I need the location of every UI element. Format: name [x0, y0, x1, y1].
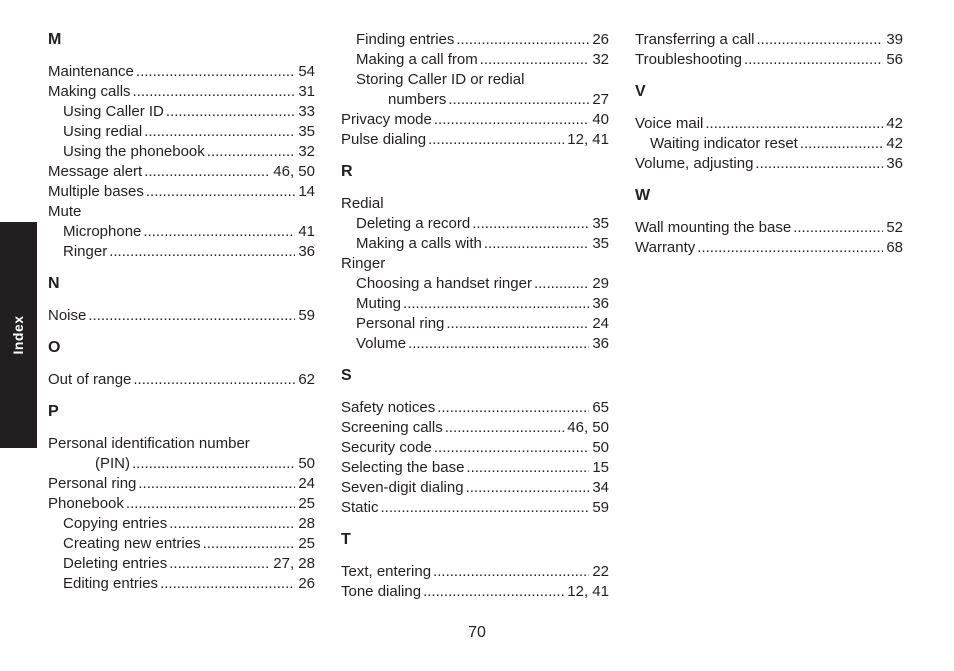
dot-leader: [484, 234, 589, 254]
entry-page: 54: [298, 63, 315, 80]
index-entry-heading: Storing Caller ID or redial: [356, 71, 525, 88]
entry-page: 50: [592, 439, 609, 456]
dot-leader: [433, 562, 589, 582]
entry-page: 42: [886, 115, 903, 132]
dot-leader: [146, 182, 295, 202]
entry-page: 24: [592, 315, 609, 332]
dot-leader: [472, 214, 589, 234]
index-entry: [48, 514, 315, 534]
index-entry: [341, 214, 609, 234]
index-entry: [48, 162, 315, 182]
dot-leader: [423, 582, 564, 602]
entry-page: 31: [298, 83, 315, 100]
entry-page: 46, 50: [567, 419, 609, 436]
dot-leader: [381, 498, 590, 518]
dot-leader: [88, 306, 295, 326]
entry-label: Volume: [356, 335, 407, 352]
dot-leader: [132, 454, 295, 474]
entry-label: Using Caller ID: [63, 103, 164, 120]
entry-page: 59: [298, 307, 315, 324]
dot-leader: [169, 554, 270, 574]
entry-page: 34: [592, 479, 609, 496]
dot-leader: [757, 30, 884, 50]
dot-leader: [437, 398, 589, 418]
section-heading: V: [635, 83, 646, 100]
entry-label: Noise: [48, 307, 87, 324]
entry-page: 25: [298, 495, 315, 512]
entry-label: Text, entering: [341, 563, 432, 580]
dot-leader: [133, 82, 296, 102]
index-entry: [341, 398, 609, 418]
entry-label: Privacy mode: [341, 111, 432, 128]
entry-page: 36: [592, 295, 609, 312]
entry-page: 56: [886, 51, 903, 68]
entry-page: 35: [592, 215, 609, 232]
dot-leader: [434, 110, 589, 130]
section-heading: N: [48, 275, 60, 292]
page-number: 70: [468, 624, 486, 641]
index-entry: [48, 454, 315, 474]
entry-label: Using redial: [63, 123, 143, 140]
dot-leader: [133, 370, 295, 390]
dot-leader: [697, 238, 883, 258]
section-heading: P: [48, 403, 59, 420]
entry-label: Personal ring: [356, 315, 445, 332]
entry-page: 52: [886, 219, 903, 236]
index-entry: [48, 142, 315, 162]
index-entry: [48, 242, 315, 262]
dot-leader: [744, 50, 883, 70]
index-entry: [48, 474, 315, 494]
entry-label: numbers: [388, 91, 447, 108]
entry-label: Deleting a record: [356, 215, 471, 232]
index-entry: [341, 334, 609, 354]
index-entry: [341, 294, 609, 314]
entry-label: Creating new entries: [63, 535, 201, 552]
index-entry-heading: Mute: [48, 203, 82, 220]
entry-page: 27, 28: [273, 555, 315, 572]
entry-label: Muting: [356, 295, 402, 312]
entry-page: 40: [592, 111, 609, 128]
entry-label: Tone dialing: [341, 583, 422, 600]
entry-label: Message alert: [48, 163, 143, 180]
index-entry: [48, 102, 315, 122]
entry-label: Voice mail: [635, 115, 704, 132]
dot-leader: [800, 134, 883, 154]
entry-label: Microphone: [63, 223, 142, 240]
section-heading: T: [341, 531, 351, 548]
entry-page: 50: [298, 455, 315, 472]
dot-leader: [434, 438, 589, 458]
dot-leader: [466, 458, 589, 478]
entry-page: 36: [592, 335, 609, 352]
dot-leader: [136, 62, 295, 82]
entry-label: Making calls: [48, 83, 131, 100]
dot-leader: [143, 222, 295, 242]
entry-label: Making a call from: [356, 51, 478, 68]
dot-leader: [445, 418, 565, 438]
entry-page: 32: [298, 143, 315, 160]
dot-leader: [203, 534, 296, 554]
index-entry: [635, 114, 903, 134]
section-heading: O: [48, 339, 61, 356]
index-entry: [341, 498, 609, 518]
entry-label: Phonebook: [48, 495, 124, 512]
dot-leader: [169, 514, 295, 534]
index-entry: [48, 554, 315, 574]
entry-label: Copying entries: [63, 515, 168, 532]
dot-leader: [160, 574, 295, 594]
entry-page: 42: [886, 135, 903, 152]
entry-page: 59: [592, 499, 609, 516]
index-entry: [635, 154, 903, 174]
entry-page: 62: [298, 371, 315, 388]
index-entry: [48, 122, 315, 142]
index-entry: [48, 534, 315, 554]
entry-page: 14: [298, 183, 315, 200]
dot-leader: [466, 478, 590, 498]
entry-label: Multiple bases: [48, 183, 144, 200]
index-entry: [341, 30, 609, 50]
entry-label: Personal ring: [48, 475, 137, 492]
index-entry-heading: Ringer: [341, 255, 386, 272]
entry-label: Transferring a call: [635, 31, 755, 48]
dot-leader: [207, 142, 296, 162]
entry-label: Static: [341, 499, 379, 516]
dot-leader: [755, 154, 883, 174]
dot-leader: [144, 122, 295, 142]
index-entry: [635, 134, 903, 154]
entry-page: 68: [886, 239, 903, 256]
dot-leader: [126, 494, 295, 514]
index-entry: [48, 82, 315, 102]
index-entry: [341, 418, 609, 438]
entry-page: 39: [886, 31, 903, 48]
entry-label: Ringer: [63, 243, 108, 260]
side-tab-label: Index: [10, 315, 26, 355]
dot-leader: [428, 130, 564, 150]
dot-leader: [446, 314, 589, 334]
index-entry-heading: Personal identification number: [48, 435, 250, 452]
index-entry: [341, 478, 609, 498]
entry-label: Out of range: [48, 371, 132, 388]
entry-page: 36: [886, 155, 903, 172]
dot-leader: [144, 162, 270, 182]
index-entry: [341, 582, 609, 602]
index-entry: [48, 182, 315, 202]
entry-page: 22: [592, 563, 609, 580]
dot-leader: [408, 334, 589, 354]
dot-leader: [109, 242, 295, 262]
index-column-3: [635, 30, 903, 258]
entry-label: Using the phonebook: [63, 143, 205, 160]
dot-leader: [138, 474, 295, 494]
entry-page: 26: [298, 575, 315, 592]
index-column-1: [48, 30, 315, 594]
dot-leader: [403, 294, 589, 314]
index-entry-heading: Redial: [341, 195, 384, 212]
section-heading: W: [635, 187, 651, 204]
entry-page: 12, 41: [567, 131, 609, 148]
index-entry: [48, 62, 315, 82]
entry-label: Wall mounting the base: [635, 219, 792, 236]
index-entry: [635, 218, 903, 238]
index-entry: [635, 238, 903, 258]
entry-label: Waiting indicator reset: [650, 135, 798, 152]
entry-label: Deleting entries: [63, 555, 168, 572]
entry-page: 28: [298, 515, 315, 532]
entry-label: Safety notices: [341, 399, 436, 416]
dot-leader: [705, 114, 883, 134]
entry-page: 35: [298, 123, 315, 140]
entry-page: 32: [592, 51, 609, 68]
entry-page: 15: [592, 459, 609, 476]
entry-page: 12, 41: [567, 583, 609, 600]
index-entry: [48, 306, 315, 326]
entry-label: Security code: [341, 439, 432, 456]
section-heading: R: [341, 163, 353, 180]
entry-page: 24: [298, 475, 315, 492]
index-entry: [341, 274, 609, 294]
entry-label: (PIN): [95, 455, 130, 472]
index-entry: [341, 438, 609, 458]
dot-leader: [456, 30, 589, 50]
entry-page: 25: [298, 535, 315, 552]
index-entry: [341, 234, 609, 254]
entry-page: 36: [298, 243, 315, 260]
entry-page: 26: [592, 31, 609, 48]
entry-label: Volume, adjusting: [635, 155, 754, 172]
entry-label: Screening calls: [341, 419, 443, 436]
dot-leader: [534, 274, 589, 294]
entry-label: Choosing a handset ringer: [356, 275, 532, 292]
dot-leader: [166, 102, 295, 122]
entry-page: 27: [592, 91, 609, 108]
index-entry: [341, 562, 609, 582]
entry-page: 29: [592, 275, 609, 292]
index-entry: [341, 130, 609, 150]
entry-label: Seven-digit dialing: [341, 479, 464, 496]
index-entry: [341, 90, 609, 110]
entry-page: 35: [592, 235, 609, 252]
dot-leader: [793, 218, 883, 238]
entry-label: Maintenance: [48, 63, 134, 80]
entry-label: Editing entries: [63, 575, 159, 592]
entry-label: Finding entries: [356, 31, 455, 48]
entry-label: Pulse dialing: [341, 131, 427, 148]
index-column-2: [341, 30, 609, 602]
dot-leader: [480, 50, 590, 70]
dot-leader: [448, 90, 589, 110]
entry-page: 33: [298, 103, 315, 120]
index-entry: [341, 110, 609, 130]
entry-label: Warranty: [635, 239, 696, 256]
index-entry: [341, 458, 609, 478]
entry-page: 65: [592, 399, 609, 416]
index-entry: [48, 494, 315, 514]
index-entry: [341, 50, 609, 70]
index-entry: [635, 30, 903, 50]
index-entry: [48, 574, 315, 594]
entry-label: Selecting the base: [341, 459, 465, 476]
entry-page: 41: [298, 223, 315, 240]
index-entry: [48, 222, 315, 242]
entry-label: Troubleshooting: [635, 51, 743, 68]
index-entry: [48, 370, 315, 390]
section-heading: M: [48, 31, 62, 48]
entry-label: Making a calls with: [356, 235, 482, 252]
entry-page: 46, 50: [273, 163, 315, 180]
section-heading: S: [341, 367, 352, 384]
index-entry: [341, 314, 609, 334]
index-entry: [635, 50, 903, 70]
